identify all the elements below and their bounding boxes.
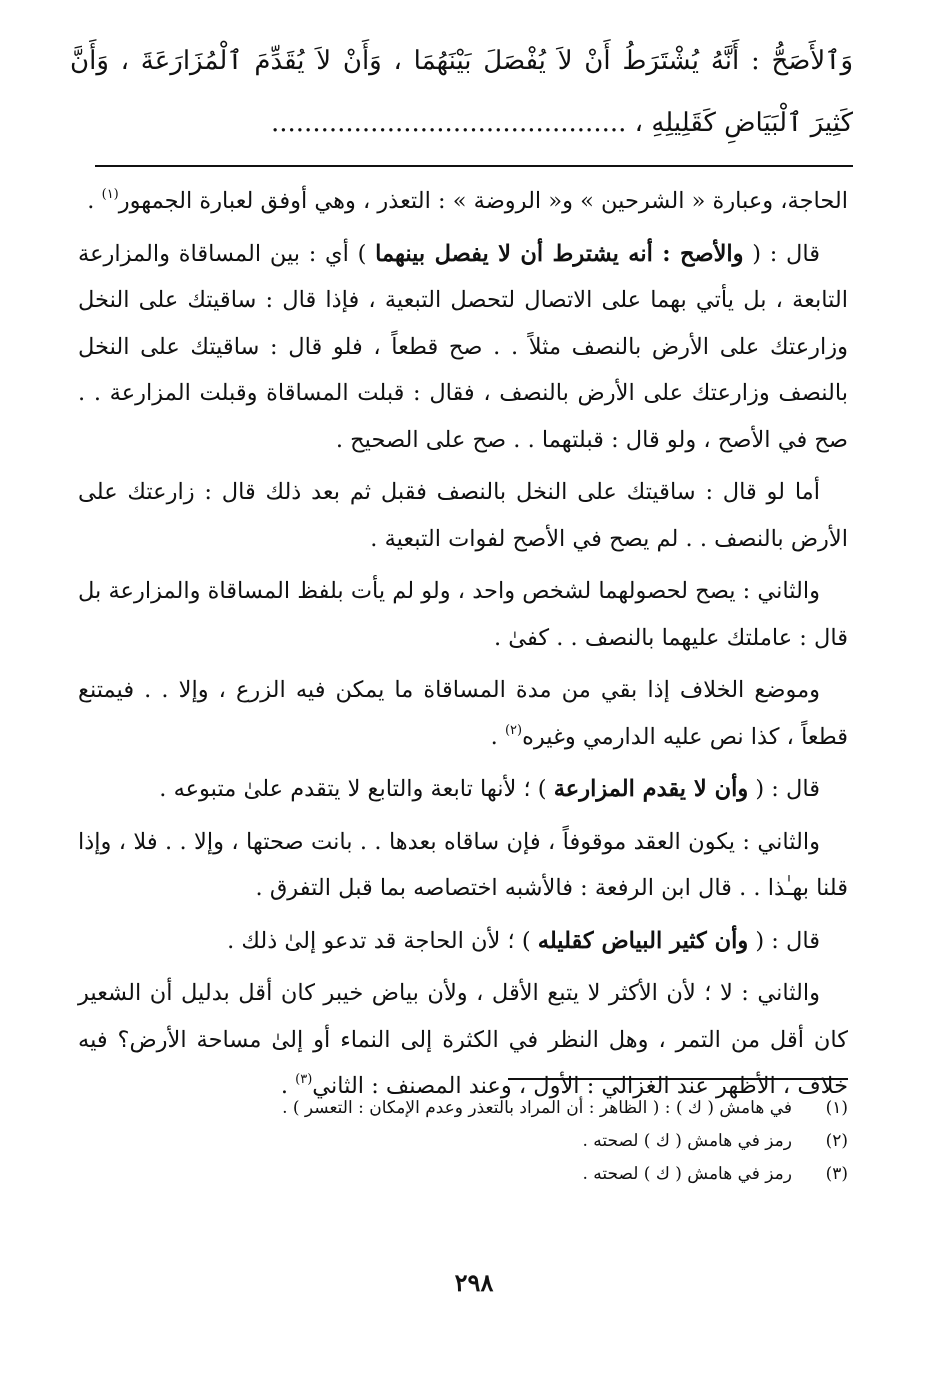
footnote-ref-1: (١) [101, 187, 119, 202]
footnote-ref-3: (٣) [295, 1072, 313, 1087]
footnote-number: (١) [825, 1098, 848, 1118]
matn-text-block [70, 30, 853, 154]
paragraph-text: ) ؛ لأنها تابعة والتابع لا يتقدم علىٰ متبوعه . [159, 776, 554, 802]
paragraph-text: ) أي : بين المساقاة والمزارعة التابعة ، بل يأتي بهما على الاتصال لتحصل التبعية ، فإذا قال : ساقيتك على النخل وزارعتك على الأرض بالنصف مثلاً . . صح قطعاً ، فلو قال : ساقيتك على النخل بالنصف وزارعتك على الأرض بالنصف ، فقال : قبلت المساقاة وقبلت المزارعة . . صح في الأصح ، ولو قال : قبلتهما . . صح على الصحيح . [78, 240, 848, 453]
commentary-paragraph-8 [78, 918, 848, 965]
paragraph-text: والثاني : لا ؛ لأن الأكثر لا يتبع الأقل ، ولأن بياض خيبر كان أقل بدليل أن الشعير كان أقل من التمر ، وهل النظر في الكثرة إلى النماء أو إلىٰ مساحة الأرض؟ فيه خلاف ، الأظهر عند الغزالي : الأول ، وعند المصنف : الثاني [78, 980, 848, 1099]
footnote-text: في هامش ( ك ) : ( الظاهر : أن المراد بالتعذر وعدم الإمكان : التعسر ) . [282, 1098, 792, 1118]
matn-text: وَٱلأَصَحُّ : أَنَّهُ يُشْتَرَطُ أَنْ لاَ يُفْصَلَ بَيْنَهُمَا ، وَأَنْ لاَ يُقَدِّمَ ٱلْمُزَارَعَةَ ، وَأَنَّ كَثِيرَ ٱلْبَيَاضِ كَقَلِيلِهِ ، [70, 46, 853, 138]
commentary-paragraph-4: والثاني : يصح لحصولهما لشخص واحد ، ولو لم يأت بلفظ المساقاة والمزارعة بل قال : عاملتك عليهما بالنصف . . كفىٰ . [78, 578, 848, 651]
paragraph-end: . [280, 1073, 296, 1099]
quoted-matn: وأن لا يقدم المزارعة [553, 776, 749, 802]
footnote-ref-2: (٢) [504, 722, 523, 738]
commentary-paragraph-9 [78, 970, 848, 1110]
quote-open: قال : ( [748, 927, 820, 954]
matn-separator [95, 165, 853, 167]
footnote-text: رمز في هامش ( ك ) لصحته . [582, 1164, 792, 1184]
paragraph-end: . [87, 188, 102, 214]
matn-dots: ........................................... [271, 108, 627, 138]
footnote-number: (٣) [825, 1164, 848, 1184]
footnote-item [100, 1158, 848, 1191]
footnote-number: (٢) [825, 1131, 848, 1151]
commentary-paragraph-3: أما لو قال : ساقيتك على النخل بالنصف فقبل ثم بعد ذلك قال : زارعتك على الأرض بالنصف . . لم يصح في الأصح لفوات التبعية . [78, 479, 848, 552]
quote-open: قال : ( [743, 240, 820, 267]
commentary-paragraph-6 [78, 766, 848, 813]
commentary-block [78, 178, 848, 1116]
paragraph-text: ) ؛ لأن الحاجة قد تدعو إلىٰ ذلك . [227, 927, 538, 954]
commentary-paragraph-1 [78, 178, 848, 225]
quoted-matn: وأن كثير البياض كقليله [537, 927, 749, 954]
page-number: ٢٩٨ [454, 1268, 494, 1297]
quoted-matn: والأصح : أنه يشترط أن لا يفصل بينهما [375, 240, 744, 267]
paragraph-text: وموضع الخلاف إذا بقي من مدة المساقاة ما يمكن فيه الزرع ، وإلا . . فيمتنع قطعاً ، كذا نص عليه الدارمي وغيره [78, 677, 848, 750]
footnotes-block [100, 1092, 848, 1191]
footnotes-separator [508, 1078, 848, 1080]
footnote-text: رمز في هامش ( ك ) لصحته . [582, 1131, 792, 1151]
paragraph-end: . [490, 723, 505, 750]
paragraph-text: الحاجة، وعبارة « الشرحين » و« الروضة » : التعذر ، وهي أوفق لعبارة الجمهور [118, 188, 848, 214]
commentary-paragraph-5 [78, 667, 848, 760]
footnote-item [100, 1092, 848, 1125]
footnote-item [100, 1125, 848, 1158]
quote-open: قال : ( [748, 776, 820, 802]
commentary-paragraph-7: والثاني : يكون العقد موقوفاً ، فإن ساقاه بعدها . . بانت صحتها ، وإلا . . فلا ، وإذا قلنا بهـٰذا . . قال ابن الرفعة : فالأشبه اختصاصه بما قبل التفرق . [78, 828, 848, 901]
commentary-paragraph-2 [78, 231, 848, 464]
